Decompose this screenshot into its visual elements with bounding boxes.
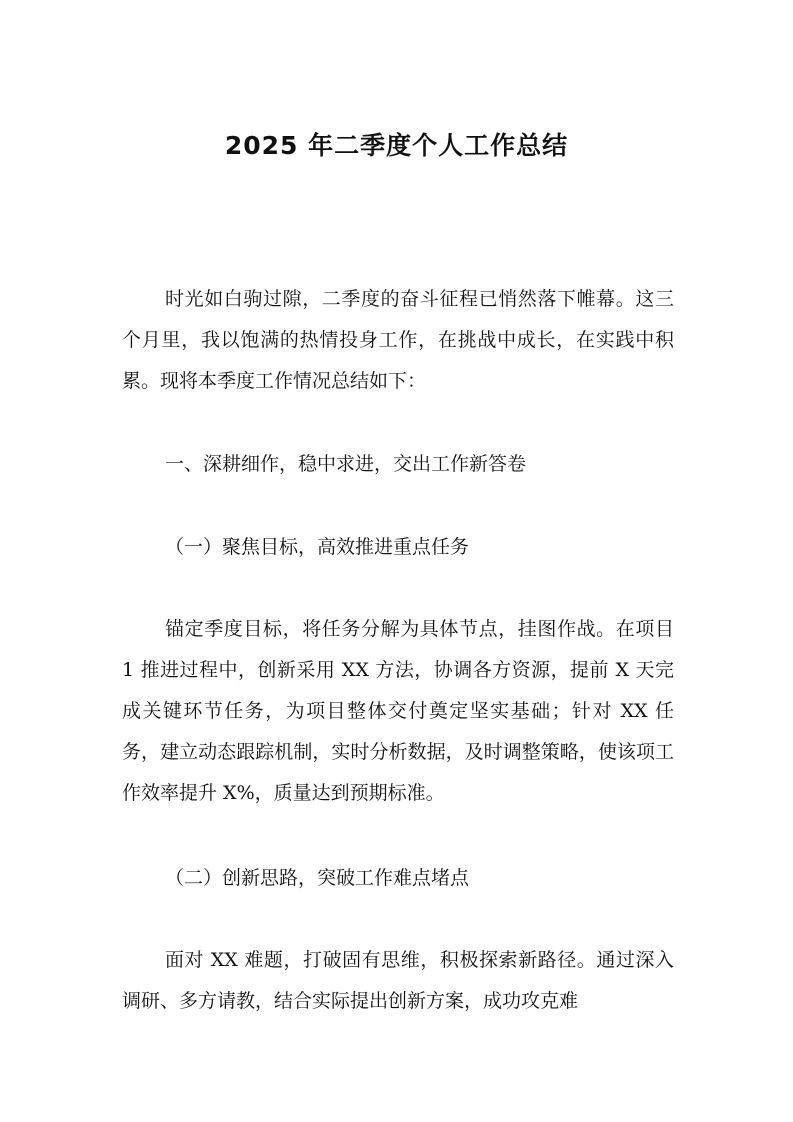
subsection-2-heading: （二）创新思路，突破工作难点堵点 bbox=[165, 867, 470, 889]
subsection-2-paragraph: 面对 XX 难题，打破固有思维，积极探索新路径。通过深入调研、多方请教，结合实际提出创新方案，成功攻克难 bbox=[122, 949, 674, 1012]
section-1-heading: 一、深耕细作，稳中求进，交出工作新答卷 bbox=[165, 453, 527, 475]
subsection-1-paragraph: 锚定季度目标，将任务分解为具体节点，挂图作战。在项目 1 推进过程中，创新采用 XX 方法，协调各方资源，提前 X 天完成关键环节任务，为项目整体交付奠定坚实基础；针对 XX 任务，建立动态跟踪机制，实时分析数据，及时调整策略，使该项工作效率提升 X%，质量达到预期标准。 bbox=[122, 618, 674, 804]
subsection-1-heading: （一）聚焦目标，高效推进重点任务 bbox=[165, 536, 470, 558]
document-title: 2025 年二季度个人工作总结 bbox=[224, 131, 569, 160]
intro-paragraph: 时光如白驹过隙，二季度的奋斗征程已悄然落下帷幕。这三个月里，我以饱满的热情投身工作，在挑战中成长，在实践中积累。现将本季度工作情况总结如下： bbox=[122, 288, 674, 392]
